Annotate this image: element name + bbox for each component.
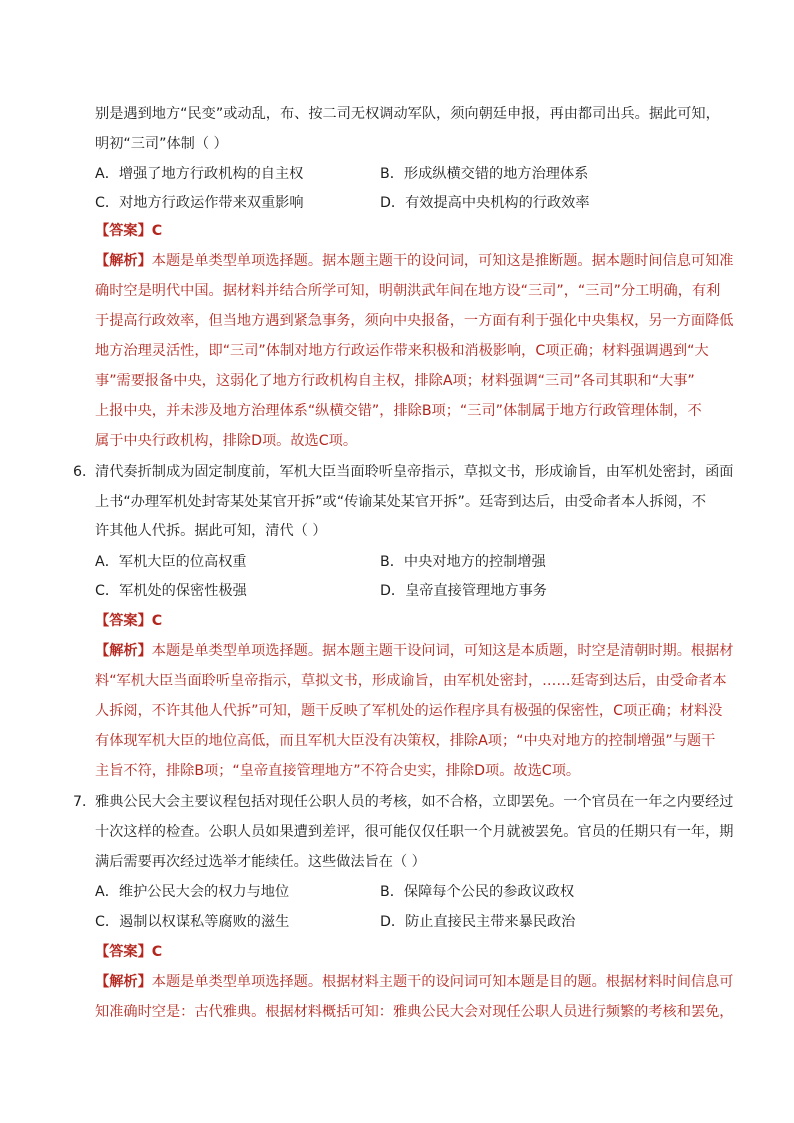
question-number: 7． [73, 794, 97, 810]
question-stem-line: 十次这样的检查。公职人员如果遭到差评，很可能仅仅任职一个月就被罢免。官员的任期只有一年，期 [95, 824, 734, 840]
option-c: C．对地方行政运作带来双重影响 [95, 195, 304, 211]
question-stem-line: 雅典公民大会主要议程包括对现任公职人员的考核，如不合格，立即罢免。一个官员在一年之内要经过 [95, 794, 734, 810]
question-stem-line: 上书“办理军机处封寄某处某官开拆”或“传谕某处某官开拆”。廷寄到达后，由受命者本人拆阅，不 [95, 494, 707, 510]
analysis-line: 地方治理灵活性，即“三司”体制对地方行政运作带来积极和消极影响，C项正确；材料强调遇到“大 [95, 343, 709, 359]
answer-value: C [151, 944, 163, 960]
question-stem-line: 许其他人代拆。据此可知，清代（ ） [95, 523, 327, 539]
analysis-text: 本题是单类型单项选择题。据本题主题干设问词，可知这是本质题，时空是清朝时期。根据材 [151, 643, 734, 659]
analysis-line: 料“军机大臣当面聆听皇帝指示，草拟文书，形成谕旨，由军机处密封，……廷寄到达后，由受命者本 [95, 673, 727, 689]
answer-row [95, 942, 162, 962]
option-b: B．形成纵横交错的地方治理体系 [380, 166, 589, 182]
answer-value: C [151, 223, 163, 239]
analysis-line [95, 641, 733, 661]
analysis-line: 确时空是明代中国。据材料并结合所学可知，明朝洪武年间在地方设“三司”，“三司”分工明确，有利 [95, 283, 721, 299]
option-d: D．防止直接民主带来暴民政治 [380, 914, 576, 930]
analysis-line: 人拆阅，不许其他人代拆”可知，题干反映了军机处的运作程序具有极强的保密性，C项正确；材料没 [95, 703, 723, 719]
analysis-line: 属于中央行政机构，排除D项。故选C项。 [95, 433, 358, 449]
question-stem-line: 清代奏折制成为固定制度前，军机大臣当面聆听皇帝指示，草拟文书，形成谕旨，由军机处密封，函面 [95, 464, 734, 480]
analysis-line [95, 251, 733, 271]
option-b: B．保障每个公民的参政议政权 [380, 884, 575, 900]
analysis-line: 主旨不符，排除B项；“皇帝直接管理地方”不符合史实，排除D项。故选C项。 [95, 763, 581, 779]
option-c: C．遏制以权谋私等腐败的滋生 [95, 914, 290, 930]
question-stem-line: 明初“三司”体制（ ） [95, 136, 228, 152]
analysis-tag: 【解析】 [95, 253, 152, 269]
analysis-line: 上报中央，并未涉及地方治理体系“纵横交错”，排除B项；“三司”体制属于地方行政管理体制，不 [95, 403, 702, 419]
option-a: A．军机大臣的位高权重 [95, 554, 247, 570]
option-d: D．有效提高中央机构的行政效率 [380, 195, 590, 211]
answer-tag: 【答案】 [95, 613, 152, 629]
option-a: A．维护公民大会的权力与地位 [95, 884, 290, 900]
option-c: C．军机处的保密性极强 [95, 583, 247, 599]
analysis-tag: 【解析】 [95, 643, 152, 659]
option-a: A．增强了地方行政机构的自主权 [95, 166, 304, 182]
question-number: 6． [73, 464, 97, 480]
analysis-line: 有体现军机大臣的地位高低，而且军机大臣没有决策权，排除A项；“中央对地方的控制增强”与题干 [95, 733, 716, 749]
analysis-line: 知准确时空是：古代雅典。根据材料概括可知：雅典公民大会对现任公职人员进行频繁的考核和罢免， [95, 1004, 734, 1020]
answer-value: C [151, 613, 163, 629]
analysis-text: 本题是单类型单项选择题。根据材料主题干的设问词可知本题是目的题。根据材料时间信息可 [151, 974, 734, 990]
question-stem-line: 满后需要再次经过选举才能续任。这些做法旨在（ ） [95, 854, 426, 870]
option-d: D．皇帝直接管理地方事务 [380, 583, 547, 599]
answer-row [95, 611, 162, 631]
analysis-line: 于提高行政效率，但当地方遇到紧急事务，须向中央报备，一方面有利于强化中央集权，另一方面降低 [95, 313, 734, 329]
analysis-line: 事”需要报备中央，这弱化了地方行政机构自主权，排除A项；材料强调“三司”各司其职和“大事” [95, 373, 695, 389]
answer-tag: 【答案】 [95, 223, 152, 239]
option-b: B．中央对地方的控制增强 [380, 554, 546, 570]
analysis-text: 本题是单类型单项选择题。据本题主题干的设问词，可知这是推断题。据本题时间信息可知准 [151, 253, 734, 269]
question-stem-line: 别是遇到地方“民变”或动乱，布、按二司无权调动军队，须向朝廷申报，再由都司出兵。据此可知， [95, 106, 720, 122]
answer-row [95, 221, 162, 241]
analysis-tag: 【解析】 [95, 974, 152, 990]
analysis-line [95, 972, 733, 992]
answer-tag: 【答案】 [95, 944, 152, 960]
